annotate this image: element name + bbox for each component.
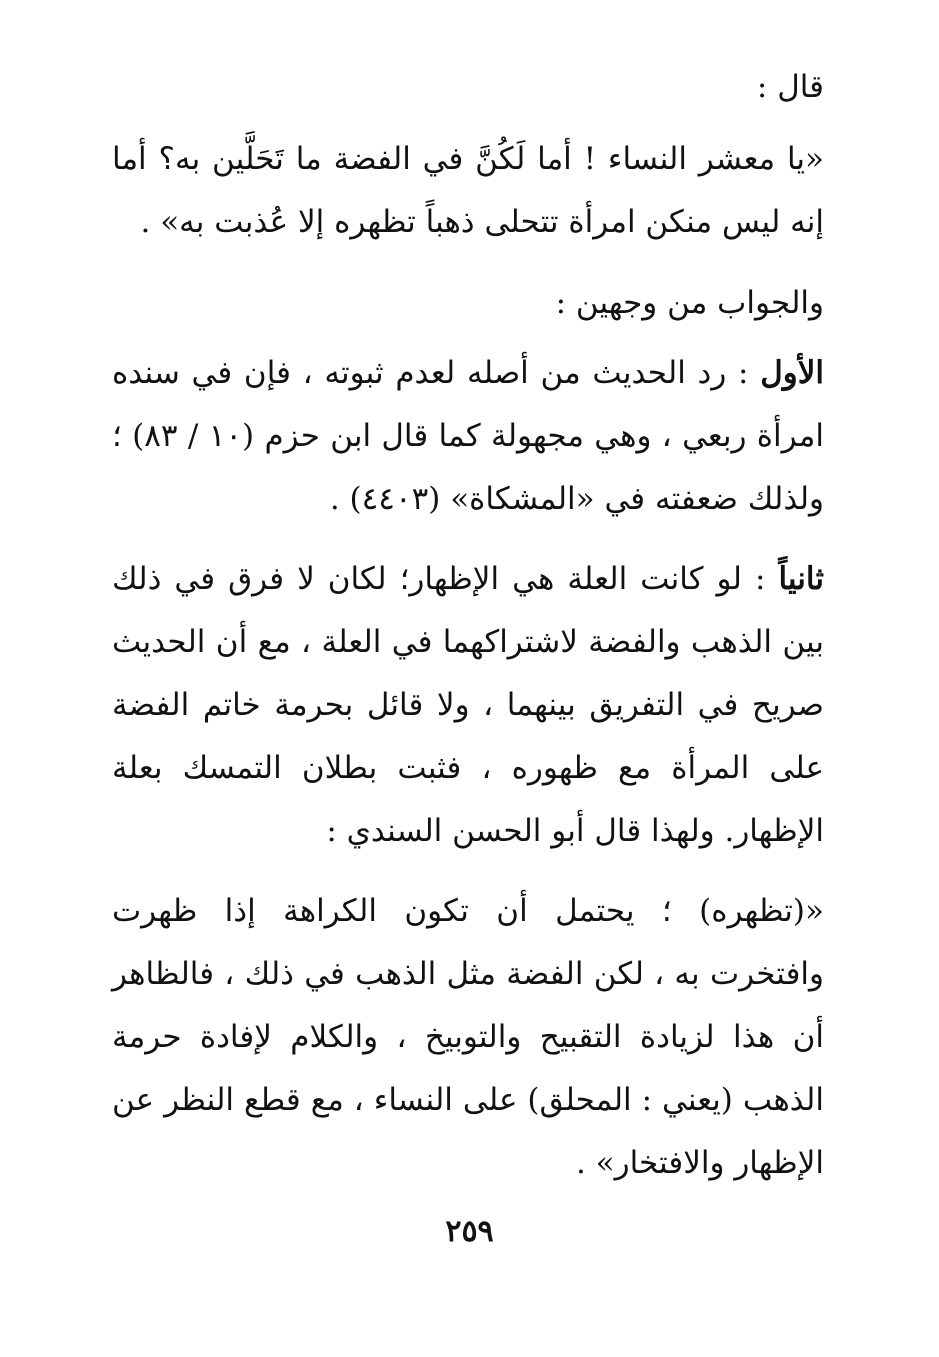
first-answer-text: : رد الحديث من أصله لعدم ثبوته ، فإن في سنده امرأة ربعي ، وهي مجهولة كما قال ابن حزم (١٠ / ٨٣) ؛ ولذلك ضعفته في «المشكاة» (٤٤٠٣) . [112, 355, 824, 517]
second-answer-text: : لو كانت العلة هي الإظهار؛ لكان لا فرق في ذلك بين الذهب والفضة لاشتراكهما في العلة ، مع أن الحديث صريح في التفريق بينهما ، ولا قائل بحرمة خاتم الفضة على المرأة مع ظهوره ، فثبت بطلان التمسك بعلة الإظهار. ولهذا قال أبو الحسن السندي : [112, 561, 825, 849]
second-answer-paragraph [112, 548, 824, 863]
hadith-quote-paragraph: «يا معشر النساء ! أما لَكُنَّ في الفضة ما تَحَلَّين به؟ أما إنه ليس منكن امرأة تتحلى ذهباً تظهره إلا عُذبت به» . [112, 141, 824, 240]
sindi-quote-paragraph: «(تظهره) ؛ يحتمل أن تكون الكراهة إذا ظهرت وافتخرت به ، لكن الفضة مثل الذهب في ذلك ، فالظاهر أن هذا لزيادة التقبيح والتوبيخ ، والكلام لإفادة حرمة الذهب (يعني : المحلق) على النساء ، مع قطع النظر عن الإظهار والافتخار» . [112, 893, 824, 1181]
first-answer-paragraph [112, 342, 824, 531]
first-answer-label: الأول [760, 355, 824, 391]
intro-line: قال : [756, 69, 824, 105]
page-number: ٢٥٩ [445, 1214, 494, 1249]
second-answer-label: ثانياً [778, 561, 824, 597]
answer-intro-line: والجواب من وجهين : [555, 285, 824, 321]
